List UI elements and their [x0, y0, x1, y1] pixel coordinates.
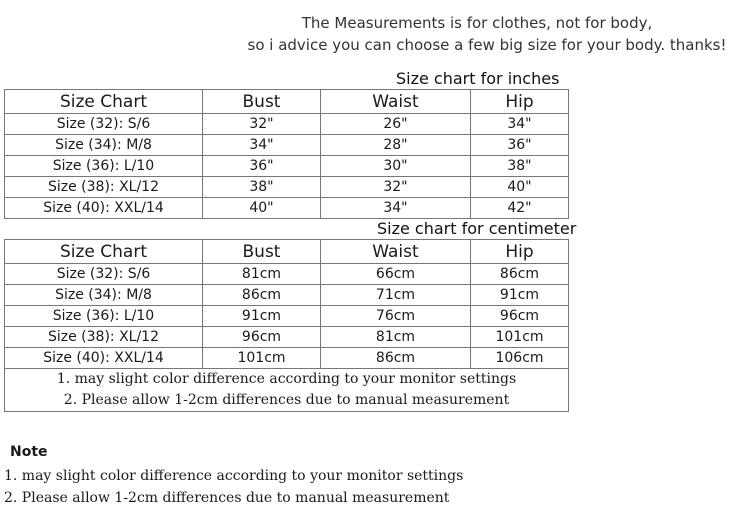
table-row [5, 327, 569, 348]
table-cell: Size (34): M/8 [5, 135, 203, 156]
table-row [5, 114, 569, 135]
table-cell: 32" [321, 177, 471, 198]
table-cell: Size (32): S/6 [5, 114, 203, 135]
table-cell: Size (40): XXL/14 [5, 198, 203, 219]
table-cell: Size (32): S/6 [5, 264, 203, 285]
table-notes-row [5, 369, 569, 412]
table-cell: 81cm [321, 327, 471, 348]
table-cell: 101cm [203, 348, 321, 369]
centimeter-size-table [4, 239, 569, 412]
table-cell: 96cm [471, 306, 569, 327]
table-cell: Size (36): L/10 [5, 156, 203, 177]
table-cell: 86cm [471, 264, 569, 285]
table-header-row [5, 90, 569, 114]
note-lines [4, 465, 463, 509]
table-cell: Size (40): XXL/14 [5, 348, 203, 369]
column-header: Size Chart [5, 240, 203, 264]
table-cell: 26" [321, 114, 471, 135]
table-cell: 40" [203, 198, 321, 219]
intro-text [0, 12, 744, 56]
table-cell: 86cm [321, 348, 471, 369]
note-line-1: 1. may slight color difference according to your monitor settings [4, 468, 464, 484]
table-cell: 40" [471, 177, 569, 198]
table-cell: 101cm [471, 327, 569, 348]
table-cell: Size (38): XL/12 [5, 177, 203, 198]
table-row [5, 177, 569, 198]
table-row [5, 156, 569, 177]
centimeter-caption: Size chart for centimeter [377, 219, 577, 238]
table-cell: 32" [203, 114, 321, 135]
note-line-2: 2. Please allow 1-2cm differences due to manual measurement [4, 490, 450, 506]
table-note-1: 1. may slight color difference according to your monitor settings [56, 371, 517, 387]
intro-line-1: The Measurements is for clothes, not for body, [301, 14, 653, 32]
note-title: Note [10, 444, 48, 460]
table-cell: 36" [203, 156, 321, 177]
column-header: Bust [203, 240, 321, 264]
table-row [5, 306, 569, 327]
column-header: Waist [321, 90, 471, 114]
table-row [5, 135, 569, 156]
table-cell: Size (38): XL/12 [5, 327, 203, 348]
table-header-row [5, 240, 569, 264]
table-row [5, 285, 569, 306]
table-cell: 71cm [321, 285, 471, 306]
table-cell: 28" [321, 135, 471, 156]
table-row [5, 264, 569, 285]
table-cell: 38" [203, 177, 321, 198]
table-notes-cell [5, 369, 569, 412]
table-note-2: 2. Please allow 1-2cm differences due to manual measurement [63, 392, 510, 408]
table-cell: Size (36): L/10 [5, 306, 203, 327]
table-row [5, 198, 569, 219]
table-cell: 81cm [203, 264, 321, 285]
table-cell: 96cm [203, 327, 321, 348]
column-header: Hip [471, 90, 569, 114]
table-cell: 34" [471, 114, 569, 135]
table-cell: 42" [471, 198, 569, 219]
table-cell: 36" [471, 135, 569, 156]
table-cell: 91cm [203, 306, 321, 327]
column-header: Bust [203, 90, 321, 114]
table-row [5, 348, 569, 369]
table-cell: 86cm [203, 285, 321, 306]
table-cell: Size (34): M/8 [5, 285, 203, 306]
column-header: Waist [321, 240, 471, 264]
table-cell: 91cm [471, 285, 569, 306]
table-cell: 30" [321, 156, 471, 177]
table-cell: 38" [471, 156, 569, 177]
column-header: Hip [471, 240, 569, 264]
table-cell: 34" [203, 135, 321, 156]
inches-size-table [4, 89, 569, 219]
intro-line-2: so i advice you can choose a few big size for your body. thanks! [247, 36, 727, 54]
inches-caption: Size chart for inches [396, 69, 560, 88]
table-cell: 34" [321, 198, 471, 219]
table-cell: 106cm [471, 348, 569, 369]
table-cell: 76cm [321, 306, 471, 327]
column-header: Size Chart [5, 90, 203, 114]
table-cell: 66cm [321, 264, 471, 285]
